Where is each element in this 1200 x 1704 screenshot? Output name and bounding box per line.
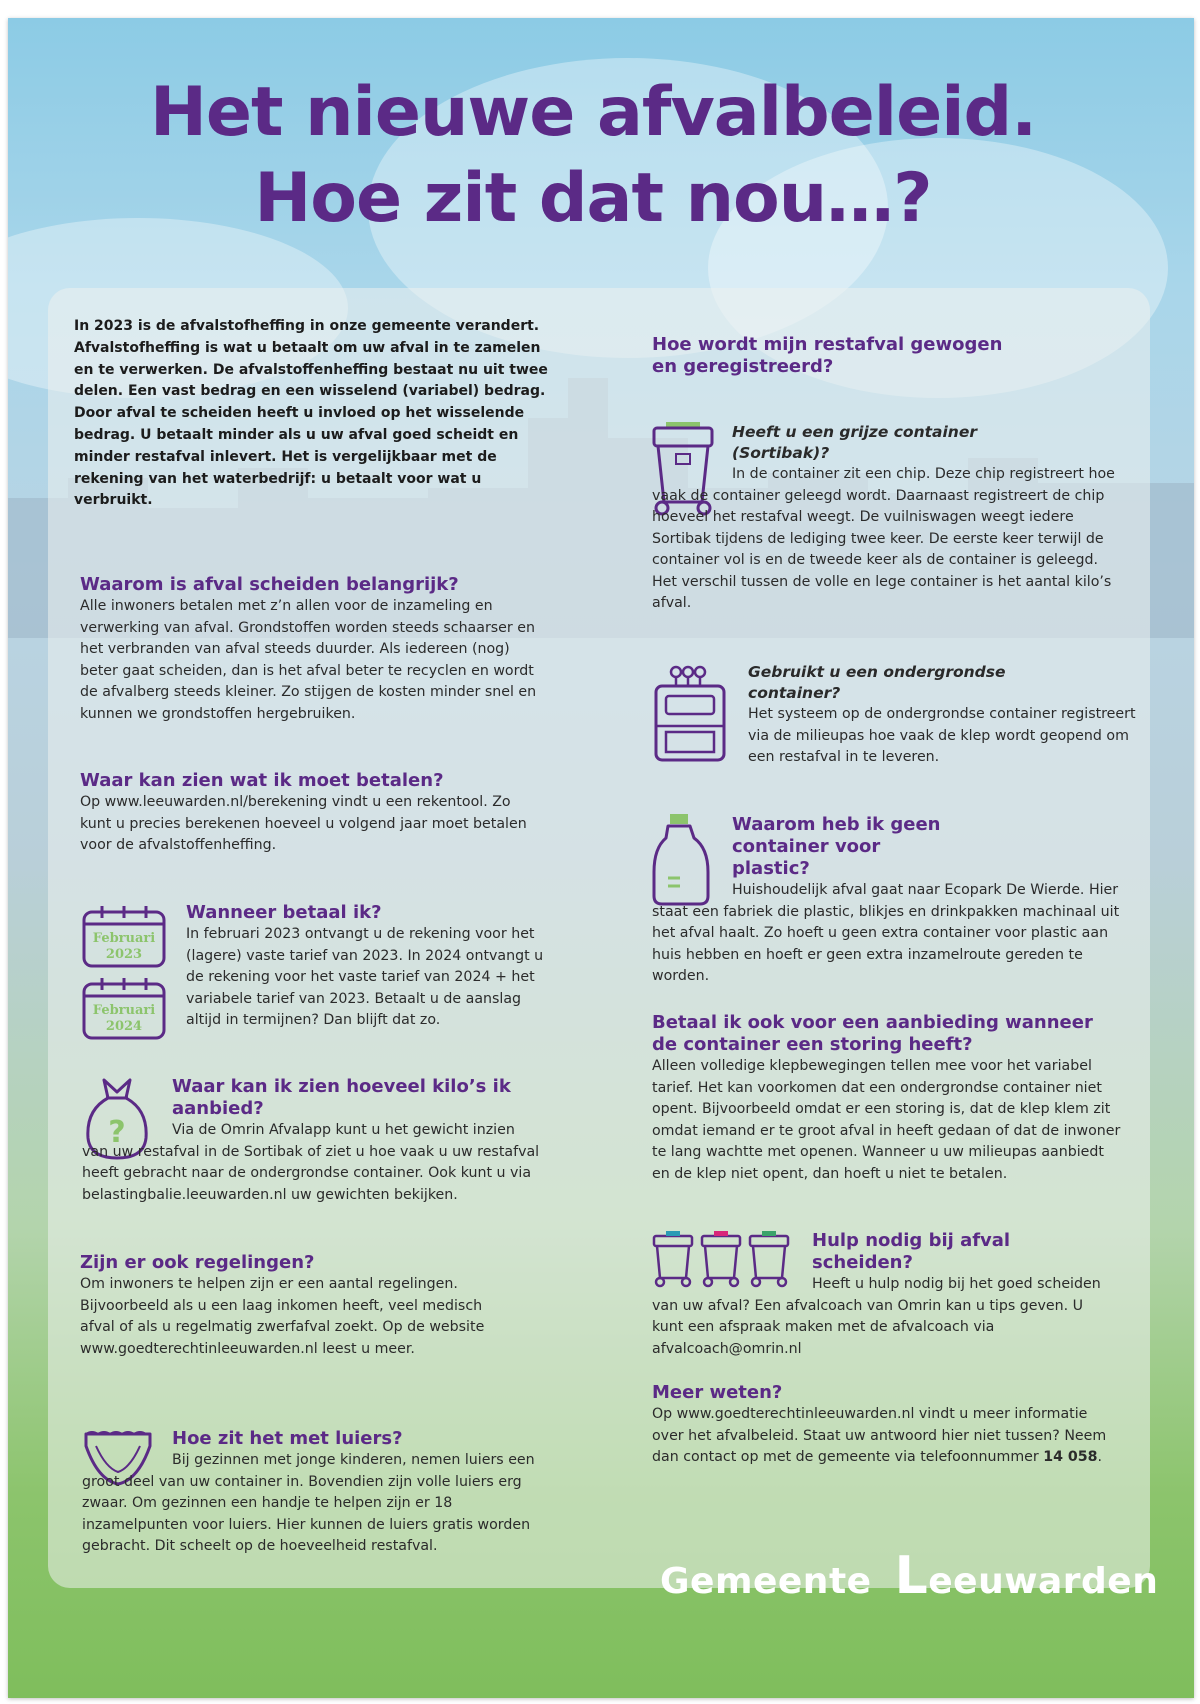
section-heading: Gebruikt u een ondergrondse container? xyxy=(748,663,1006,702)
title-line-2: Hoe zit dat nou…? xyxy=(254,159,932,238)
section-heading: Wanneer betaal ik? xyxy=(186,902,382,923)
section-body: Op www.leeuwarden.nl/berekening vindt u een rekentool. Zo kunt u precies berekenen hoeveel u volgend jaar moet betalen voor de afvalstoffenheffing. xyxy=(80,794,527,853)
section-body: Alle inwoners betalen met z’n allen voor de inzameling en verwerking van afval. Grondstoffen worden steeds schaarser en het verbranden van afval steeds duurder. Als iedereen (nog) beter gaat scheiden, dan is het afval beter te recyclen en wordt de afvalberg steeds kleiner. Zo stijgen de kosten minder snel en kunnen we grondstoffen hergebruiken. xyxy=(80,598,537,722)
calendar-year: 2023 xyxy=(105,947,143,962)
meer-body-text: Op www.goedterechtinleeuwarden.nl vindt u meer informatie over het afvalbeleid. Staat uw antwoord hier niet tussen? Neem dan contact op met de gemeente via telefoonnummer xyxy=(652,1406,1107,1465)
section-grijze xyxy=(652,422,1118,615)
underground-container-icon xyxy=(652,664,728,762)
section-waarom xyxy=(80,574,540,725)
phone-number: 14 058 xyxy=(1043,1449,1098,1465)
section-gewogen xyxy=(652,334,1012,378)
section-heading: Waar kan zien wat ik moet betalen? xyxy=(80,770,444,791)
logo-word-leeuwarden: eeuwarden xyxy=(928,1561,1159,1602)
intro-text: In 2023 is de afvalstofheffing in onze gemeente verandert. Afvalstofheffing is wat u betaalt om uw afval in te zamelen en te verwerken. De afvalstoffenheffing bestaat nu uit twee delen. Een vast bedrag en een wisselend (variabel) bedrag. Door afval te scheiden heeft u invloed op het wisselende bedrag. U betaalt minder als u uw afval goed scheidt en minder restafval inlevert. Het is vergelijkbaar met de rekening van het waterbedrijf: u betaalt voor wat u verbruikt. xyxy=(74,318,548,509)
section-betalen xyxy=(80,770,540,857)
section-heading: Hulp nodig bij afval scheiden? xyxy=(812,1230,1011,1273)
section-heading: Hoe wordt mijn restafval gewogen en geregistreerd? xyxy=(652,334,1003,377)
calendar-year: 2024 xyxy=(105,1019,143,1034)
logo-letter-L: L xyxy=(894,1546,929,1606)
page-title xyxy=(0,70,1186,242)
section-body: Via de Omrin Afvalapp kunt u het gewicht inzien van uw restafval in de Sortibak of ziet u hoe vaak u uw restafval heeft gebracht naar de ondergrondse container. Ook kunt u via belastingbalie.leeuwarden.nl uw gewichten bekijken. xyxy=(82,1122,540,1203)
section-luiers xyxy=(82,1428,544,1558)
section-heading: Waar kan ik zien hoeveel kilo’s ik aanbied? xyxy=(172,1076,511,1119)
section-body: Heeft u hulp nodig bij het goed scheiden van uw afval? Een afvalcoach van Omrin kan u tips geven. U kunt een afspraak maken met de afvalcoach via afvalcoach@omrin.nl xyxy=(652,1276,1101,1357)
title-line-1: Het nieuwe afvalbeleid. xyxy=(149,73,1037,152)
section-body: Het systeem op de ondergrondse container registreert via de milieupas hoe vaak de klep wordt geopend om een restafval in te leveren. xyxy=(748,706,1136,765)
gemeente-leeuwarden-logo xyxy=(660,1546,1159,1606)
section-body xyxy=(652,1404,1112,1469)
section-heading: Waarom is afval scheiden belangrijk? xyxy=(80,574,459,595)
section-heading: Betaal ik ook voor een aanbieding wanneer de container een storing heeft? xyxy=(652,1012,1093,1055)
section-heading: Zijn er ook regelingen? xyxy=(80,1252,315,1273)
section-body: In de container zit een chip. Deze chip registreert hoe vaak de container geleegd wordt. Daarnaast registreert de chip hoeveel het restafval weegt. De vuilniswagen weegt iedere Sortibak tijdens de lediging twee keer. De eerste keer terwijl de container vol is en de tweede keer als de container is geleegd. Het verschil tussen de volle en lege container is het aantal kilo’s afval. xyxy=(652,466,1115,611)
calendar-month: Februari xyxy=(92,1003,156,1018)
section-body: In februari 2023 ontvangt u de rekening voor het (lagere) vaste tarief van 2023. In 2024 ontvangt u de rekening voor het vaste tarief van 2024 + het variabele tarief van 2023. Betaalt u de aanslag altijd in termijnen? Dan blijft dat zo. xyxy=(186,926,544,1028)
section-heading: Hoe zit het met luiers? xyxy=(172,1428,403,1449)
section-meer xyxy=(652,1382,1112,1469)
section-wanneer xyxy=(186,902,546,1032)
calendar-month: Februari xyxy=(92,931,156,946)
section-body: Huishoudelijk afval gaat naar Ecopark De Wierde. Hier staat een fabriek die plastic, blikjes en drinkpakken machinaal uit het afval haalt. Zo hoeft u geen extra container voor plastic aan huis hebben en hoeft er geen extra inzamelroute gereden te worden. xyxy=(652,882,1120,984)
section-kilos xyxy=(82,1076,542,1206)
section-plastic xyxy=(652,814,1132,988)
section-body: Bij gezinnen met jonge kinderen, nemen luiers een groot deel van uw container in. Bovendien zijn volle luiers erg zwaar. Om gezinnen een handje te helpen zijn er 18 inzamelpunten voor luiers. Hier kunnen de luiers gratis worden gebracht. Dit scheelt op de hoeveelheid restafval. xyxy=(82,1452,535,1554)
section-heading: Heeft u een grijze container (Sortibak)? xyxy=(732,423,977,462)
section-body: Om inwoners te helpen zijn er een aantal regelingen. Bijvoorbeeld als u een laag inkomen heeft, veel medisch afval of als u regelmatig zwerfafval zoekt. Op de website www.goedterechtinleeuwarden.nl leest u meer. xyxy=(80,1276,485,1357)
svg-text:?: ? xyxy=(108,1115,126,1150)
section-ondergronds xyxy=(748,662,1138,769)
section-storing xyxy=(652,1012,1124,1185)
logo-word-gemeente: Gemeente xyxy=(660,1561,872,1602)
meer-end: . xyxy=(1097,1449,1103,1465)
section-heading: Meer weten? xyxy=(652,1382,783,1403)
calendar-icon xyxy=(82,976,166,1040)
section-heading: Waarom heb ik geen container voor plastic? xyxy=(732,814,941,879)
section-hulp xyxy=(652,1230,1112,1360)
calendar-icon xyxy=(82,904,166,968)
section-body: Alleen volledige klepbewegingen tellen mee voor het variabel tarief. Het kan voorkomen dat een ondergrondse container niet opent. Bijvoorbeeld omdat er een storing is, dat de klep klem zit omdat iemand er te groot afval in heeft gedaan of dat de inwoner te lang wachtte met openen. Wanneer u uw milieupas aanbiedt en de klep niet opent, dan hoeft u niet te betalen. xyxy=(652,1058,1121,1182)
section-regelingen xyxy=(80,1252,520,1360)
